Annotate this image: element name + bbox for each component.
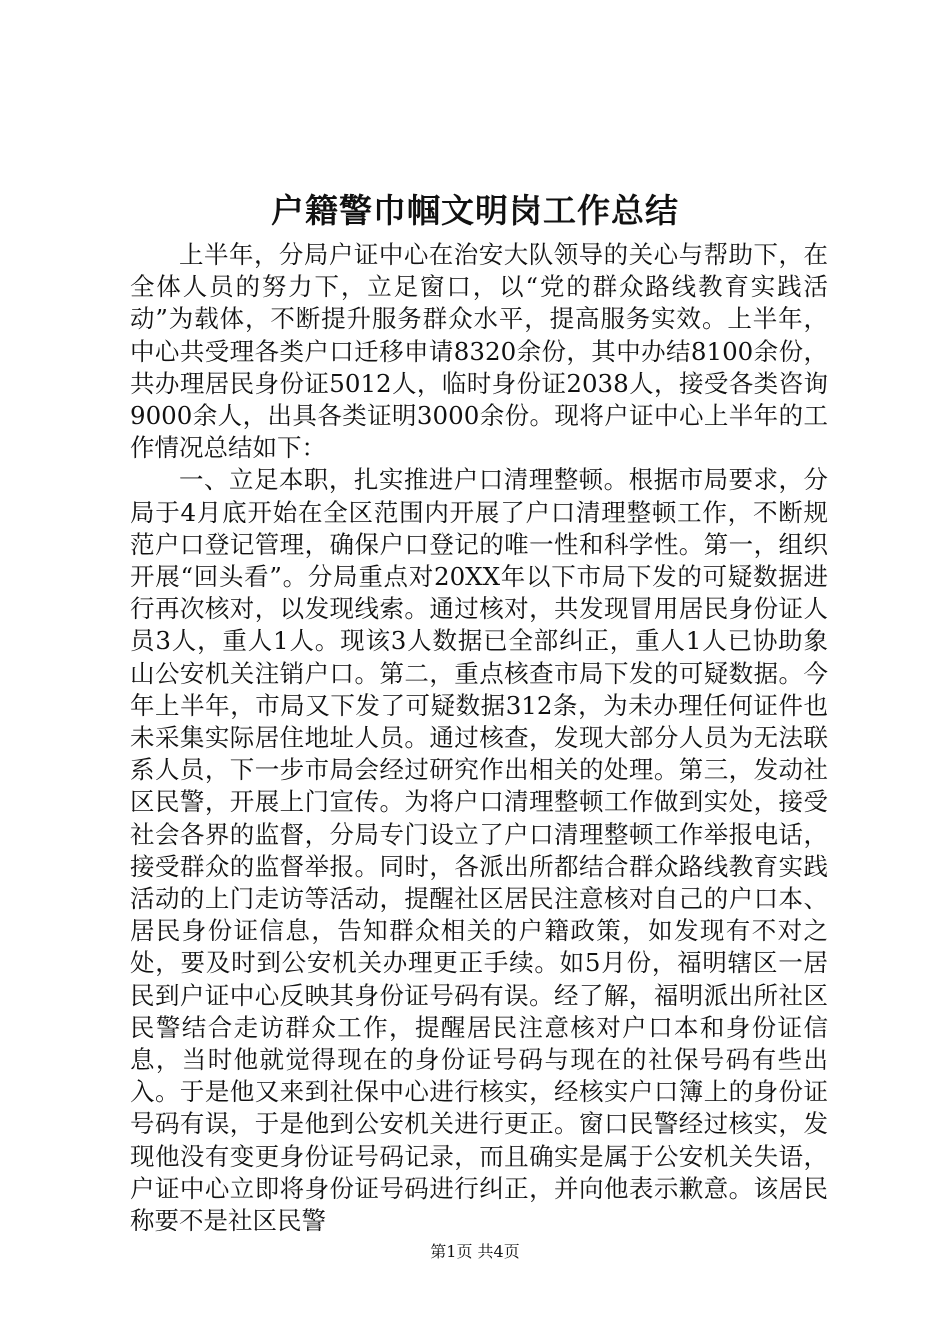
paragraph: 上半年，分局户证中心在治安大队领导的关心与帮助下，在全体人员的努力下，立足窗口，以“党的群众路线教育实践活动”为载体，不断提升服务群众水平，提高服务实效。上半年，中心共受理各类户口迁移申请8320余份，其中办结8100余份，共办理居民身份证5012人，临时身份证2038人，接受各类咨询9000余人，出具各类证明3000余份。现将户证中心上半年的工作情况总结如下： xyxy=(130,240,828,463)
page-title: 户籍警巾帼文明岗工作总结 xyxy=(271,191,679,230)
paragraph: 一、立足本职，扎实推进户口清理整顿。根据市局要求，分局于4月底开始在全区范围内开展了户口清理整顿工作，不断规范户口登记管理，确保户口登记的唯一性和科学性。第一，组织开展“回头看”。分局重点对20XX年以下市局下发的可疑数据进行再次核对，以发现线索。通过核对，共发现冒用居民身份证人员3人，重人1人。现该3人数据已全部纠正，重人1人已协助象山公安机关注销户口。第二，重点核查市局下发的可疑数据。今年上半年，市局又下发了可疑数据312条，为未办理任何证件也未采集实际居住地址人员。通过核查，发现大部分人员为无法联系人员，下一步市局会经过研究作出相关的处理。第三，发动社区民警，开展上门宣传。为将户口清理整顿工作做到实处，接受社会各界的监督，分局专门设立了户口清理整顿工作举报电话，接受群众的监督举报。同时，各派出所都结合群众路线教育实践活动的上门走访等活动，提醒社区居民注意核对自己的户口本、居民身份证信息，告知群众相关的户籍政策，如发现有不对之处，要及时到公安机关办理更正手续。如5月份，福明辖区一居民到户证中心反映其身份证号码有误。经了解，福明派出所社区民警结合走访群众工作，提醒居民注意核对户口本和身份证信息，当时他就觉得现在的身份证号码与现在的社保号码有些出入。于是他又来到社保中心进行核实，经核实户口簿上的身份证号码有误，于是他到公安机关进行更正。窗口民警经过核实，发现他没有变更身份证号码记录，而且确实是属于公安机关失语，户证中心立即将身份证号码进行纠正，并向他表示歉意。该居民称要不是社区民警 xyxy=(130,465,828,1236)
document-body xyxy=(130,239,828,1237)
page-number-footer: 第1页 共4页 xyxy=(430,1242,520,1261)
